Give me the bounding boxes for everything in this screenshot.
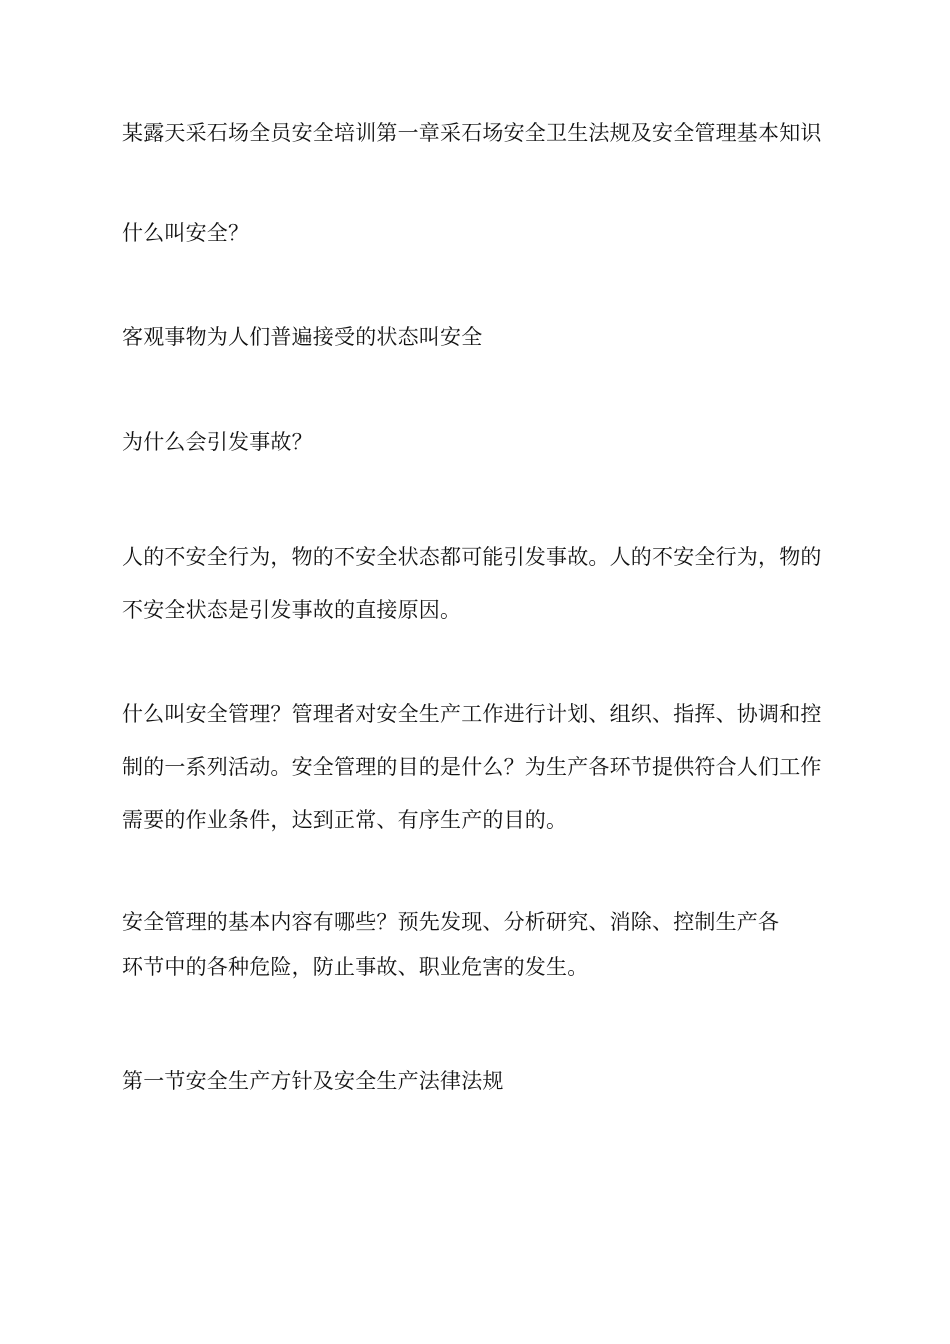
section-heading: 第一节安全生产方针及安全生产法律法规 xyxy=(122,1069,504,1093)
answer-safety: 客观事物为人们普遍接受的状态叫安全 xyxy=(122,325,483,349)
paragraph-line: 人的不安全行为，物的不安全状态都可能引发事故。人的不安全行为，物的 xyxy=(122,545,822,569)
question-safety: 什么叫安全？ xyxy=(122,221,250,245)
paragraph-line: 安全管理的基本内容有哪些？预先发现、分析研究、消除、控制生产各 xyxy=(122,910,780,934)
paragraph-line: 制的一系列活动。安全管理的目的是什么？为生产各环节提供符合人们工作 xyxy=(122,755,822,779)
question-accident: 为什么会引发事故？ xyxy=(122,430,313,454)
paragraph-line: 需要的作业条件，达到正常、有序生产的目的。 xyxy=(122,808,568,832)
paragraph-line: 什么叫安全管理？管理者对安全生产工作进行计划、组织、指挥、协调和控 xyxy=(122,702,822,726)
paragraph-line: 不安全状态是引发事故的直接原因。 xyxy=(122,598,462,622)
safety-management-paragraph xyxy=(122,688,834,847)
paragraph-line: 环节中的各种危险，防止事故、职业危害的发生。 xyxy=(122,955,589,979)
answer-accident-paragraph xyxy=(122,531,834,637)
management-content-paragraph xyxy=(122,900,834,990)
document-title: 某露天采石场全员安全培训第一章采石场安全卫生法规及安全管理基本知识 xyxy=(122,121,822,145)
